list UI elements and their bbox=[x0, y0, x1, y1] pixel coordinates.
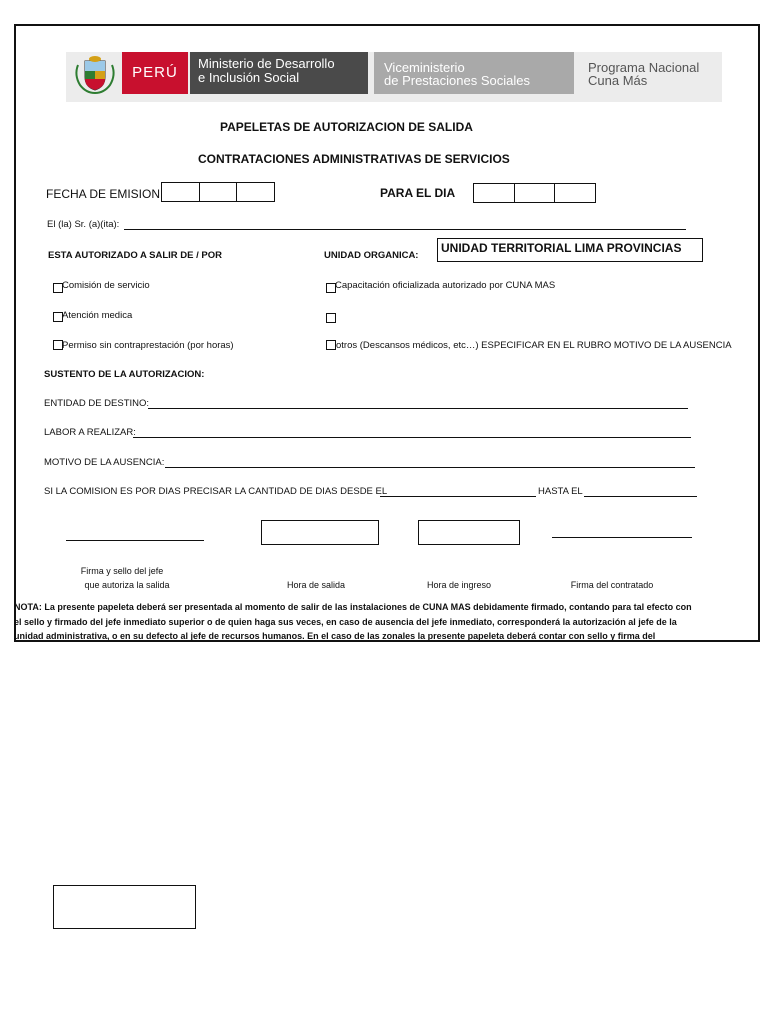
firma-contratado-caption: Firma del contratado bbox=[570, 580, 654, 590]
country-name: PERÚ bbox=[132, 64, 178, 81]
permiso-label: Permiso sin contraprestación (por horas) bbox=[62, 340, 234, 351]
otros-label: otros (Descansos médicos, etc…) ESPECIFICAR EN EL RUBRO MOTIVO DE LA AUSENCIA bbox=[336, 340, 732, 351]
labor-line[interactable] bbox=[133, 437, 691, 438]
entidad-line[interactable] bbox=[148, 408, 688, 409]
unidad-organica-field[interactable] bbox=[437, 238, 703, 262]
autorizado-label: ESTA AUTORIZADO A SALIR DE / POR bbox=[48, 250, 222, 261]
hora-ingreso-caption: Hora de ingreso bbox=[426, 580, 492, 590]
nota-line-3: unidad administrativa, o en su defecto al jefe de recursos humanos. En el caso de las zonales la presente papeleta deberá contar con sello y firma del bbox=[14, 631, 656, 641]
vice-ministry-line2: de Prestaciones Sociales bbox=[384, 73, 530, 88]
labor-label: LABOR A REALIZAR: bbox=[44, 427, 136, 438]
ministry-name-line2: e Inclusión Social bbox=[198, 70, 300, 85]
entidad-label: ENTIDAD DE DESTINO: bbox=[44, 398, 150, 409]
empty-box bbox=[53, 885, 196, 929]
form-title: PAPELETAS DE AUTORIZACION DE SALIDA bbox=[220, 120, 473, 134]
hora-salida-caption: Hora de salida bbox=[286, 580, 346, 590]
unidad-organica-value: UNIDAD TERRITORIAL LIMA PROVINCIAS bbox=[441, 241, 682, 255]
vice-ministry-line1: Viceministerio bbox=[384, 60, 465, 75]
firma-jefe-caption-1: Firma y sello del jefe bbox=[80, 566, 164, 576]
sustento-label: SUSTENTO DE LA AUTORIZACION: bbox=[44, 369, 205, 380]
ministry-name-line1: Ministerio de Desarrollo bbox=[198, 56, 335, 71]
capacitacion-label: Capacitación oficializada autorizado por CUNA MAS bbox=[335, 280, 556, 291]
fecha-emision-field[interactable] bbox=[161, 182, 275, 202]
firma-jefe-caption-2: que autoriza la salida bbox=[84, 580, 170, 590]
hasta-label: HASTA EL bbox=[538, 486, 583, 497]
program-name-line1: Programa Nacional bbox=[588, 60, 700, 75]
senor-label: El (la) Sr. (a)(ita): bbox=[47, 219, 120, 230]
firma-jefe-line[interactable] bbox=[66, 540, 204, 541]
form-frame bbox=[14, 24, 760, 642]
unidad-organica-label: UNIDAD ORGANICA: bbox=[324, 250, 419, 261]
fecha-emision-label: FECHA DE EMISION bbox=[46, 187, 161, 201]
para-el-dia-field[interactable] bbox=[473, 183, 596, 203]
atencion-label: Atención medica bbox=[62, 310, 133, 321]
hasta-line[interactable] bbox=[584, 496, 697, 497]
motivo-line[interactable] bbox=[165, 467, 695, 468]
comision-dias-label: SI LA COMISION ES POR DIAS PRECISAR LA CANTIDAD DE DIAS DESDE EL bbox=[44, 486, 388, 497]
senor-line[interactable] bbox=[124, 229, 686, 230]
form-subtitle: CONTRATACIONES ADMINISTRATIVAS DE SERVICIOS bbox=[198, 152, 510, 166]
motivo-label: MOTIVO DE LA AUSENCIA: bbox=[44, 457, 165, 468]
coat-of-arms-icon bbox=[72, 55, 118, 95]
firma-contratado-line[interactable] bbox=[552, 537, 692, 538]
desde-line[interactable] bbox=[380, 496, 536, 497]
para-el-dia-label: PARA EL DIA bbox=[380, 186, 456, 200]
nota-line-2: el sello y firmado del jefe inmediato superior o de quien haga sus veces, en caso de ausencia del jefe inmediato, corresponderá la autorización al jefe de la bbox=[14, 617, 677, 627]
otros-checkbox[interactable] bbox=[326, 340, 336, 350]
nota-line-1: NOTA: La presente papeleta deberá ser presentada al momento de salir de las instalaciones de CUNA MAS debidamente firmado, contando para tal efecto con bbox=[14, 602, 692, 612]
program-name-line2: Cuna Más bbox=[588, 73, 648, 88]
blank-option-checkbox[interactable] bbox=[326, 313, 336, 323]
hora-ingreso-box[interactable] bbox=[418, 520, 520, 545]
comision-label: Comisión de servicio bbox=[62, 280, 150, 291]
hora-salida-box[interactable] bbox=[261, 520, 379, 545]
